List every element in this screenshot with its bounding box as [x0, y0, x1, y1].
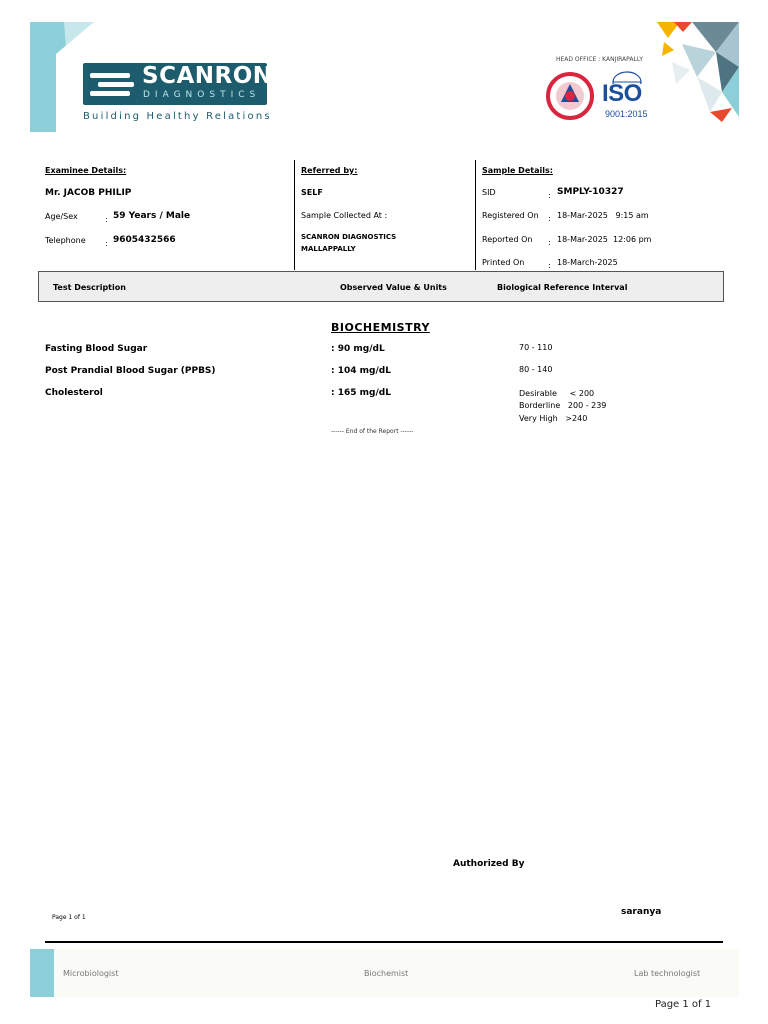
brand-subtitle: DIAGNOSTICS: [143, 90, 261, 100]
collected-line2: MALLAPPALLY: [301, 245, 356, 253]
registered-colon: :: [548, 214, 551, 223]
accreditation-seal-icon: [546, 72, 594, 120]
authorized-by: Authorized By: [453, 859, 525, 869]
test-name: Fasting Blood Sugar: [45, 344, 148, 354]
registered-label: Registered On: [482, 211, 539, 220]
divider-2: [475, 160, 476, 270]
divider-1: [294, 160, 295, 270]
report-sheet: [30, 22, 739, 1000]
test-value: : 104 mg/dL: [331, 366, 391, 376]
test-name: Cholesterol: [45, 388, 103, 398]
footer-teal-strip: [30, 949, 54, 997]
reported-label: Reported On: [482, 235, 533, 244]
page-number-inner: Page 1 of 1: [52, 914, 86, 921]
iso-number: 9001:2015: [605, 109, 648, 119]
age-sex-value: 59 Years / Male: [113, 211, 191, 221]
header-corner-decoration: [56, 22, 96, 62]
head-office: HEAD OFFICE : KANJIRAPALLY: [556, 56, 644, 63]
test-value: : 165 mg/dL: [331, 388, 391, 398]
telephone-colon: :: [105, 239, 108, 248]
end-of-report: ------ End of the Report ------: [331, 428, 414, 435]
th-test-description: Test Description: [53, 283, 126, 292]
sid-label: SID: [482, 188, 496, 197]
footer-role-lab-technologist: Lab technologist: [634, 969, 701, 978]
referred-value: SELF: [301, 188, 323, 197]
age-sex-colon: :: [105, 215, 108, 224]
footer-role-biochemist: Biochemist: [364, 969, 409, 978]
th-observed-value: Observed Value & Units: [340, 283, 447, 292]
header-teal-strip: [30, 22, 56, 132]
test-reference: 70 - 110: [519, 343, 553, 352]
collected-line1: SCANRON DIAGNOSTICS: [301, 233, 397, 241]
age-sex-label: Age/Sex: [45, 212, 78, 221]
sid-colon: :: [548, 191, 551, 200]
printed-colon: :: [548, 261, 551, 270]
test-value: : 90 mg/dL: [331, 344, 385, 354]
brand-tagline: Building Healthy Relations: [83, 111, 272, 122]
reported-colon: :: [548, 238, 551, 247]
sid-value: SMPLY-10327: [557, 187, 624, 197]
logo-mark-icon: [88, 67, 138, 101]
iso-label: ISO: [602, 80, 642, 107]
th-reference-interval: Biological Reference Interval: [497, 283, 628, 292]
test-reference: Very High >240: [519, 414, 588, 423]
examinee-heading: Examinee Details:: [45, 166, 127, 175]
test-reference: Borderline 200 - 239: [519, 401, 607, 410]
test-reference: 80 - 140: [519, 365, 553, 374]
printed-label: Printed On: [482, 258, 525, 267]
brand-name: SCANRON: [142, 63, 273, 89]
registered-value: 18-Mar-2025 9:15 am: [557, 211, 649, 220]
test-reference: Desirable < 200: [519, 389, 595, 398]
signer-name: saranya: [621, 907, 662, 917]
page-number: Page 1 of 1: [655, 999, 712, 1010]
geometric-pattern-decoration: [652, 22, 739, 122]
referred-heading: Referred by:: [301, 166, 358, 175]
examinee-name: Mr. JACOB PHILIP: [45, 188, 132, 198]
reported-value: 18-Mar-2025 12:06 pm: [557, 235, 652, 244]
collected-label: Sample Collected At :: [301, 211, 388, 220]
telephone-label: Telephone: [45, 236, 86, 245]
telephone-value: 9605432566: [113, 235, 176, 245]
footer-rule: [45, 941, 723, 943]
footer-role-microbiologist: Microbiologist: [63, 969, 119, 978]
sample-heading: Sample Details:: [482, 166, 553, 175]
printed-value: 18-March-2025: [557, 258, 618, 267]
test-name: Post Prandial Blood Sugar (PPBS): [45, 366, 216, 376]
section-title: BIOCHEMISTRY: [331, 321, 430, 334]
